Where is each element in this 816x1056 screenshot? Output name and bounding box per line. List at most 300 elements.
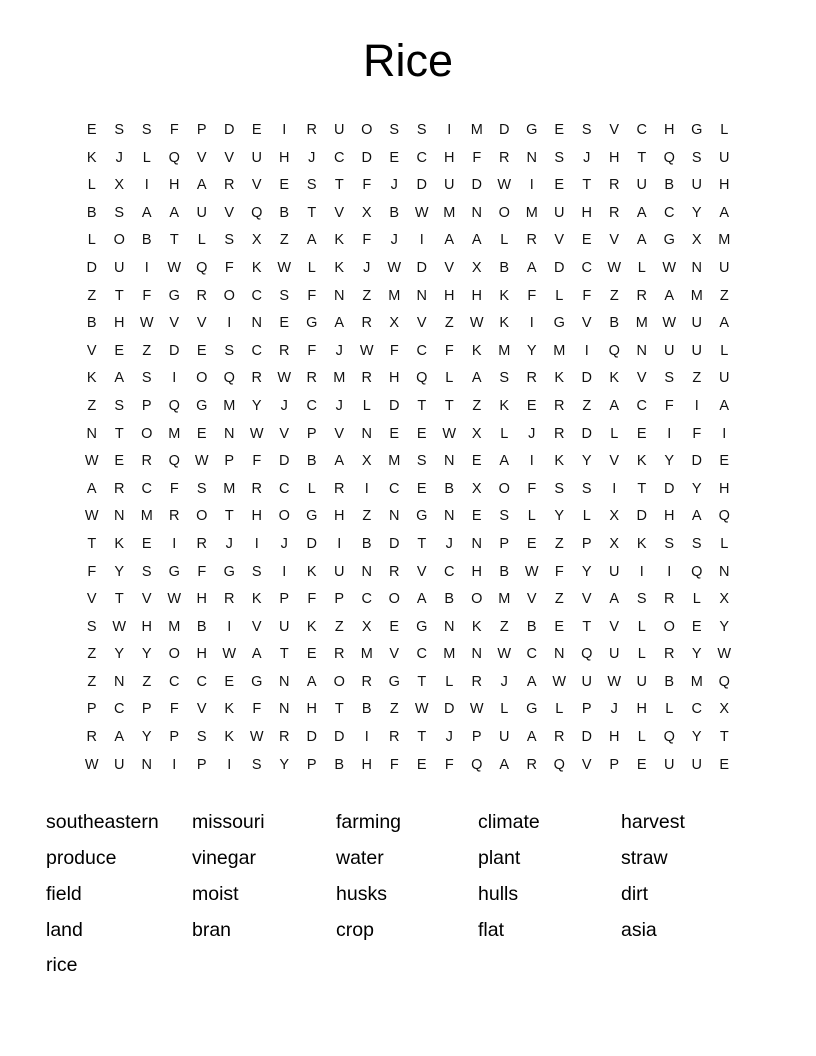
letter-cell[interactable]: N — [691, 259, 702, 276]
letter-cell[interactable]: F — [307, 342, 317, 359]
letter-cell[interactable]: Z — [389, 701, 399, 718]
letter-cell[interactable]: O — [663, 618, 675, 635]
letter-cell[interactable]: D — [306, 729, 317, 746]
letter-cell[interactable]: N — [224, 425, 235, 442]
letter-cell[interactable]: E — [416, 756, 427, 773]
letter-cell[interactable]: Y — [279, 756, 290, 773]
word-bank-item[interactable]: bran — [192, 918, 232, 941]
letter-cell[interactable]: U — [499, 729, 510, 746]
letter-cell[interactable]: Y — [141, 729, 152, 746]
letter-cell[interactable]: S — [389, 122, 400, 138]
letter-cell[interactable]: F — [142, 287, 152, 304]
letter-cell[interactable]: E — [719, 756, 730, 773]
letter-cell[interactable]: Q — [223, 370, 235, 387]
letter-cell[interactable]: P — [306, 756, 317, 773]
letter-cell[interactable]: H — [444, 149, 455, 166]
letter-cell[interactable]: K — [471, 618, 482, 635]
letter-cell[interactable]: H — [279, 149, 290, 166]
letter-cell[interactable]: T — [334, 177, 344, 194]
letter-cell[interactable]: R — [526, 232, 537, 249]
letter-cell[interactable]: L — [307, 480, 316, 497]
letter-cell[interactable]: S — [664, 535, 675, 552]
letter-cell[interactable]: S — [279, 287, 290, 304]
letter-cell[interactable]: R — [636, 287, 647, 304]
letter-cell[interactable]: X — [114, 177, 125, 194]
letter-cell[interactable]: V — [444, 259, 455, 276]
letter-cell[interactable]: Z — [719, 287, 729, 304]
letter-cell[interactable]: D — [416, 259, 427, 276]
letter-cell[interactable]: G — [691, 122, 703, 138]
letter-cell[interactable]: Y — [141, 646, 152, 663]
letter-cell[interactable]: W — [277, 259, 292, 276]
letter-cell[interactable]: W — [167, 259, 182, 276]
letter-cell[interactable]: X — [361, 453, 372, 470]
letter-cell[interactable]: Z — [87, 673, 97, 690]
letter-cell[interactable]: C — [526, 646, 537, 663]
letter-cell[interactable]: D — [416, 177, 427, 194]
letter-cell[interactable]: K — [251, 259, 262, 276]
letter-cell[interactable]: J — [280, 535, 288, 552]
letter-cell[interactable]: K — [471, 342, 482, 359]
letter-cell[interactable]: S — [141, 122, 152, 138]
letter-cell[interactable]: T — [637, 149, 647, 166]
letter-cell[interactable]: W — [497, 646, 512, 663]
letter-cell[interactable]: S — [196, 480, 207, 497]
letter-cell[interactable]: Y — [114, 563, 125, 580]
letter-cell[interactable]: R — [306, 122, 317, 138]
letter-cell[interactable]: U — [636, 673, 647, 690]
letter-cell[interactable]: S — [114, 122, 125, 138]
letter-cell[interactable]: U — [691, 177, 702, 194]
letter-cell[interactable]: I — [172, 370, 177, 387]
letter-cell[interactable]: I — [447, 122, 452, 138]
letter-cell[interactable]: R — [389, 563, 400, 580]
letter-cell[interactable]: D — [86, 259, 97, 276]
letter-cell[interactable]: L — [637, 646, 646, 663]
letter-cell[interactable]: U — [334, 563, 345, 580]
letter-cell[interactable]: V — [416, 563, 427, 580]
letter-cell[interactable]: L — [665, 701, 674, 718]
letter-cell[interactable]: G — [553, 315, 565, 332]
letter-cell[interactable]: E — [114, 342, 125, 359]
letter-cell[interactable]: G — [416, 508, 428, 525]
letter-cell[interactable]: K — [224, 729, 235, 746]
letter-cell[interactable]: I — [227, 315, 232, 332]
letter-cell[interactable]: R — [169, 508, 180, 525]
letter-cell[interactable]: I — [419, 232, 424, 249]
letter-cell[interactable]: C — [141, 480, 152, 497]
letter-cell[interactable]: S — [581, 480, 592, 497]
letter-cell[interactable]: P — [471, 729, 482, 746]
letter-cell[interactable]: Q — [663, 149, 675, 166]
letter-cell[interactable]: W — [607, 259, 622, 276]
letter-cell[interactable]: W — [249, 425, 264, 442]
letter-cell[interactable]: A — [719, 315, 730, 332]
letter-cell[interactable]: Y — [581, 563, 592, 580]
letter-cell[interactable]: O — [471, 591, 483, 608]
letter-cell[interactable]: N — [86, 425, 97, 442]
letter-cell[interactable]: K — [499, 397, 510, 414]
letter-cell[interactable]: X — [609, 508, 620, 525]
letter-cell[interactable]: V — [389, 646, 400, 663]
letter-cell[interactable]: K — [499, 287, 510, 304]
letter-grid[interactable] — [78, 117, 738, 779]
letter-cell[interactable]: V — [334, 204, 345, 221]
word-bank-item[interactable]: climate — [478, 811, 540, 834]
letter-cell[interactable]: S — [224, 342, 235, 359]
word-bank-item[interactable]: land — [46, 918, 83, 941]
letter-cell[interactable]: S — [691, 535, 702, 552]
word-bank-item[interactable]: hulls — [478, 882, 519, 905]
letter-cell[interactable]: E — [389, 425, 400, 442]
letter-cell[interactable]: K — [636, 535, 647, 552]
letter-cell[interactable]: Z — [499, 618, 509, 635]
letter-cell[interactable]: V — [279, 425, 290, 442]
letter-cell[interactable]: B — [141, 232, 152, 249]
word-bank-item[interactable]: flat — [478, 918, 505, 941]
letter-cell[interactable]: Y — [664, 453, 675, 470]
letter-cell[interactable]: T — [417, 397, 427, 414]
letter-cell[interactable]: F — [362, 232, 372, 249]
letter-cell[interactable]: M — [168, 425, 181, 442]
letter-cell[interactable]: H — [196, 591, 207, 608]
letter-cell[interactable]: O — [498, 480, 510, 497]
word-bank-item[interactable]: dirt — [621, 882, 649, 905]
letter-cell[interactable]: K — [636, 453, 647, 470]
letter-cell[interactable]: F — [252, 701, 262, 718]
letter-cell[interactable]: W — [84, 508, 99, 525]
letter-cell[interactable]: P — [169, 729, 180, 746]
letter-cell[interactable]: E — [196, 342, 207, 359]
letter-cell[interactable]: G — [416, 618, 428, 635]
letter-cell[interactable]: S — [554, 149, 565, 166]
letter-cell[interactable]: L — [637, 618, 646, 635]
letter-cell[interactable]: H — [251, 508, 262, 525]
letter-cell[interactable]: J — [115, 149, 123, 166]
letter-cell[interactable]: F — [472, 149, 482, 166]
letter-cell[interactable]: R — [554, 397, 565, 414]
letter-cell[interactable]: E — [306, 646, 317, 663]
letter-cell[interactable]: B — [526, 618, 537, 635]
letter-cell[interactable]: A — [444, 232, 455, 249]
letter-cell[interactable]: S — [554, 480, 565, 497]
letter-cell[interactable]: G — [168, 287, 180, 304]
letter-cell[interactable]: Z — [279, 232, 289, 249]
letter-cell[interactable]: F — [389, 756, 399, 773]
letter-cell[interactable]: T — [279, 646, 289, 663]
letter-cell[interactable]: R — [306, 370, 317, 387]
letter-cell[interactable]: Z — [142, 342, 152, 359]
letter-cell[interactable]: A — [114, 370, 125, 387]
letter-cell[interactable]: G — [663, 232, 675, 249]
letter-cell[interactable]: A — [471, 370, 482, 387]
letter-cell[interactable]: R — [471, 673, 482, 690]
letter-cell[interactable]: A — [416, 591, 427, 608]
letter-cell[interactable]: Z — [554, 591, 564, 608]
letter-cell[interactable]: V — [609, 122, 620, 138]
letter-cell[interactable]: U — [114, 756, 125, 773]
letter-cell[interactable]: S — [141, 370, 152, 387]
letter-cell[interactable]: I — [529, 315, 534, 332]
letter-cell[interactable]: P — [609, 756, 620, 773]
letter-cell[interactable]: U — [609, 563, 620, 580]
letter-cell[interactable]: X — [471, 259, 482, 276]
letter-cell[interactable]: C — [389, 480, 400, 497]
letter-cell[interactable]: C — [114, 701, 125, 718]
letter-cell[interactable]: E — [86, 122, 97, 138]
letter-cell[interactable]: E — [581, 232, 592, 249]
letter-cell[interactable]: U — [691, 342, 702, 359]
word-bank-item[interactable]: water — [336, 847, 384, 870]
letter-cell[interactable]: F — [87, 563, 97, 580]
letter-cell[interactable]: U — [251, 149, 262, 166]
letter-cell[interactable]: J — [390, 232, 398, 249]
letter-cell[interactable]: Y — [691, 480, 702, 497]
letter-cell[interactable]: T — [114, 287, 124, 304]
letter-cell[interactable]: L — [720, 535, 729, 552]
letter-cell[interactable]: X — [609, 535, 620, 552]
letter-cell[interactable]: A — [526, 259, 537, 276]
letter-cell[interactable]: H — [114, 315, 125, 332]
letter-cell[interactable]: T — [169, 232, 179, 249]
letter-cell[interactable]: W — [662, 315, 677, 332]
letter-cell[interactable]: M — [168, 618, 181, 635]
letter-cell[interactable]: K — [554, 370, 565, 387]
word-bank-item[interactable]: vinegar — [192, 847, 256, 870]
letter-cell[interactable]: J — [335, 397, 343, 414]
letter-cell[interactable]: Y — [691, 729, 702, 746]
letter-cell[interactable]: I — [364, 480, 369, 497]
letter-cell[interactable]: P — [86, 701, 97, 718]
letter-cell[interactable]: I — [144, 259, 149, 276]
letter-cell[interactable]: C — [251, 287, 262, 304]
letter-cell[interactable]: V — [581, 756, 592, 773]
letter-cell[interactable]: W — [249, 729, 264, 746]
letter-cell[interactable]: A — [526, 729, 537, 746]
letter-cell[interactable]: K — [499, 315, 510, 332]
letter-cell[interactable]: A — [526, 673, 537, 690]
letter-cell[interactable]: L — [527, 508, 536, 525]
word-bank-item[interactable]: straw — [621, 847, 668, 870]
letter-cell[interactable]: N — [279, 701, 290, 718]
letter-cell[interactable]: R — [334, 480, 345, 497]
letter-cell[interactable]: K — [334, 259, 345, 276]
letter-cell[interactable]: X — [691, 232, 702, 249]
letter-cell[interactable]: I — [254, 535, 259, 552]
letter-cell[interactable]: C — [361, 591, 372, 608]
letter-cell[interactable]: O — [168, 646, 180, 663]
word-bank-item[interactable]: field — [46, 882, 82, 905]
letter-cell[interactable]: Z — [334, 618, 344, 635]
letter-cell[interactable]: E — [196, 425, 207, 442]
letter-cell[interactable]: S — [581, 122, 592, 138]
letter-cell[interactable]: J — [335, 342, 343, 359]
letter-cell[interactable]: V — [636, 370, 647, 387]
letter-cell[interactable]: T — [582, 177, 592, 194]
letter-cell[interactable]: H — [334, 508, 345, 525]
letter-cell[interactable]: M — [635, 315, 648, 332]
letter-cell[interactable]: I — [227, 618, 232, 635]
letter-cell[interactable]: Q — [471, 756, 483, 773]
letter-cell[interactable]: M — [525, 204, 538, 221]
letter-cell[interactable]: H — [471, 563, 482, 580]
letter-cell[interactable]: U — [114, 259, 125, 276]
letter-cell[interactable]: O — [278, 508, 290, 525]
letter-cell[interactable]: Y — [581, 453, 592, 470]
letter-cell[interactable]: T — [87, 535, 97, 552]
letter-cell[interactable]: R — [664, 591, 675, 608]
letter-cell[interactable]: S — [499, 370, 510, 387]
letter-cell[interactable]: D — [169, 342, 180, 359]
letter-cell[interactable]: Q — [718, 673, 730, 690]
letter-cell[interactable]: P — [224, 453, 235, 470]
letter-cell[interactable]: C — [636, 397, 647, 414]
letter-cell[interactable]: N — [389, 508, 400, 525]
word-bank-item[interactable]: farming — [336, 811, 402, 834]
letter-cell[interactable]: H — [389, 370, 400, 387]
letter-cell[interactable]: F — [169, 480, 179, 497]
letter-cell[interactable]: C — [169, 673, 180, 690]
letter-cell[interactable]: T — [444, 397, 454, 414]
letter-cell[interactable]: V — [416, 315, 427, 332]
letter-cell[interactable]: I — [364, 729, 369, 746]
letter-cell[interactable]: J — [390, 177, 398, 194]
letter-cell[interactable]: G — [223, 563, 235, 580]
letter-cell[interactable]: Z — [87, 397, 97, 414]
letter-cell[interactable]: S — [306, 177, 317, 194]
letter-cell[interactable]: U — [664, 756, 675, 773]
letter-cell[interactable]: A — [609, 591, 620, 608]
letter-cell[interactable]: X — [471, 480, 482, 497]
letter-cell[interactable]: K — [306, 618, 317, 635]
letter-cell[interactable]: D — [361, 149, 372, 166]
letter-cell[interactable]: D — [581, 425, 592, 442]
letter-cell[interactable]: C — [444, 563, 455, 580]
letter-cell[interactable]: W — [414, 204, 429, 221]
letter-cell[interactable]: A — [664, 287, 675, 304]
letter-cell[interactable]: U — [719, 149, 730, 166]
letter-cell[interactable]: L — [582, 508, 591, 525]
letter-cell[interactable]: J — [445, 535, 453, 552]
letter-cell[interactable]: R — [224, 177, 235, 194]
letter-cell[interactable]: D — [389, 535, 400, 552]
letter-cell[interactable]: H — [306, 701, 317, 718]
word-bank-item[interactable]: husks — [336, 882, 387, 905]
letter-cell[interactable]: R — [196, 535, 207, 552]
letter-cell[interactable]: A — [306, 232, 317, 249]
letter-cell[interactable]: G — [388, 673, 400, 690]
letter-cell[interactable]: N — [471, 646, 482, 663]
letter-cell[interactable]: P — [141, 701, 152, 718]
letter-cell[interactable]: W — [524, 563, 539, 580]
letter-cell[interactable]: N — [719, 563, 730, 580]
letter-cell[interactable]: V — [609, 232, 620, 249]
letter-cell[interactable]: B — [86, 315, 97, 332]
letter-cell[interactable]: R — [664, 646, 675, 663]
letter-cell[interactable]: E — [526, 535, 537, 552]
letter-cell[interactable]: J — [280, 397, 288, 414]
letter-cell[interactable]: J — [308, 149, 316, 166]
letter-cell[interactable]: B — [609, 315, 620, 332]
word-bank-item[interactable]: plant — [478, 847, 521, 870]
letter-cell[interactable]: C — [416, 646, 427, 663]
letter-cell[interactable]: H — [471, 287, 482, 304]
letter-cell[interactable]: D — [581, 729, 592, 746]
letter-cell[interactable]: F — [664, 397, 674, 414]
letter-cell[interactable]: A — [719, 204, 730, 221]
letter-cell[interactable]: M — [718, 232, 731, 249]
letter-cell[interactable]: U — [554, 204, 565, 221]
letter-cell[interactable]: C — [581, 259, 592, 276]
letter-cell[interactable]: G — [526, 701, 538, 718]
letter-cell[interactable]: B — [444, 480, 455, 497]
letter-cell[interactable]: L — [637, 729, 646, 746]
letter-cell[interactable]: T — [224, 508, 234, 525]
letter-cell[interactable]: M — [223, 480, 236, 497]
letter-cell[interactable]: U — [609, 646, 620, 663]
letter-cell[interactable]: S — [416, 453, 427, 470]
letter-cell[interactable]: I — [612, 480, 617, 497]
letter-cell[interactable]: F — [307, 591, 317, 608]
letter-cell[interactable]: E — [691, 618, 702, 635]
letter-cell[interactable]: J — [610, 701, 618, 718]
letter-cell[interactable]: X — [719, 701, 730, 718]
letter-cell[interactable]: N — [416, 287, 427, 304]
letter-cell[interactable]: A — [609, 397, 620, 414]
letter-cell[interactable]: M — [498, 342, 511, 359]
letter-cell[interactable]: X — [719, 591, 730, 608]
letter-cell[interactable]: K — [554, 453, 565, 470]
letter-cell[interactable]: B — [279, 204, 290, 221]
letter-cell[interactable]: J — [363, 259, 371, 276]
letter-cell[interactable]: Q — [608, 342, 620, 359]
letter-cell[interactable]: I — [337, 535, 342, 552]
letter-cell[interactable]: G — [306, 315, 318, 332]
letter-cell[interactable]: D — [279, 453, 290, 470]
letter-cell[interactable]: R — [224, 591, 235, 608]
letter-cell[interactable]: R — [361, 370, 372, 387]
letter-cell[interactable]: W — [139, 315, 154, 332]
letter-cell[interactable]: M — [690, 673, 703, 690]
letter-cell[interactable]: U — [196, 204, 207, 221]
letter-cell[interactable]: F — [362, 177, 372, 194]
letter-cell[interactable]: D — [389, 397, 400, 414]
letter-cell[interactable]: E — [526, 397, 537, 414]
letter-cell[interactable]: T — [114, 425, 124, 442]
letter-cell[interactable]: Z — [142, 673, 152, 690]
letter-cell[interactable]: D — [636, 508, 647, 525]
letter-cell[interactable]: Q — [416, 370, 428, 387]
letter-cell[interactable]: A — [306, 673, 317, 690]
word-bank-item[interactable]: produce — [46, 847, 117, 870]
letter-cell[interactable]: W — [387, 259, 402, 276]
letter-cell[interactable]: H — [444, 287, 455, 304]
letter-cell[interactable]: L — [555, 287, 564, 304]
letter-cell[interactable]: P — [196, 756, 207, 773]
letter-cell[interactable]: L — [610, 425, 619, 442]
letter-cell[interactable]: P — [279, 591, 290, 608]
letter-cell[interactable]: Q — [718, 508, 730, 525]
letter-cell[interactable]: F — [527, 480, 537, 497]
letter-cell[interactable]: Z — [692, 370, 702, 387]
letter-cell[interactable]: U — [664, 342, 675, 359]
letter-cell[interactable]: R — [361, 673, 372, 690]
letter-cell[interactable]: T — [417, 673, 427, 690]
letter-cell[interactable]: V — [141, 591, 152, 608]
letter-cell[interactable]: L — [362, 397, 371, 414]
letter-cell[interactable]: S — [416, 122, 427, 138]
letter-cell[interactable]: N — [251, 315, 262, 332]
